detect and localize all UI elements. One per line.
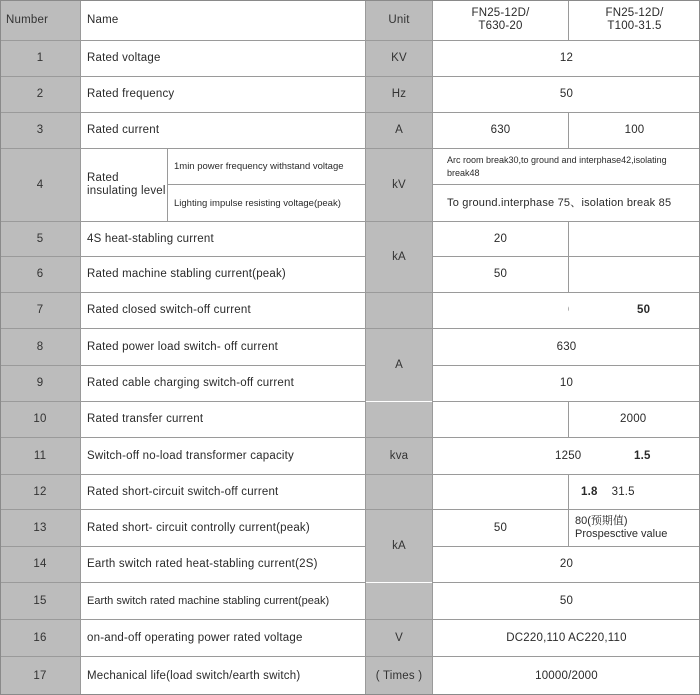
row-value: To ground.interphase 75、isolation break 85 [433, 185, 700, 221]
row-value: DC220,110 AC220,110 [433, 620, 700, 656]
grid-line [432, 0, 433, 695]
row-value-1 [433, 293, 568, 328]
row-unit-empty [366, 402, 432, 437]
grid-line [0, 112, 700, 113]
row-value: 12 [433, 41, 700, 76]
header-name: Name [81, 0, 365, 40]
grid-line [0, 546, 366, 547]
grid-line [568, 0, 569, 41]
row-name: Earth switch rated machine stabling current(peak) [81, 583, 365, 619]
row-name: Rated power load switch- off current [81, 329, 365, 365]
row-value-2-empty [569, 257, 700, 292]
row-subname: Lighting impulse resisting voltage(peak) [168, 185, 365, 221]
row-value-2: 1.5 [634, 449, 651, 462]
row-value-2 [569, 475, 700, 509]
row-unit: Hz [366, 77, 432, 112]
row-number: 16 [0, 620, 80, 656]
row-number: 3 [0, 113, 80, 148]
row-number: 4 [0, 149, 80, 221]
row-value-1: 630 [433, 113, 568, 148]
row-value: 50 [433, 583, 700, 619]
row-unit: KV [366, 41, 432, 76]
row-value-1: 50 [433, 257, 568, 292]
grid-line [0, 437, 700, 438]
row-unit-merged: kA [366, 510, 432, 582]
grid-line [432, 365, 700, 366]
grid-line [0, 619, 700, 620]
row-value-1: 20 [433, 222, 568, 256]
row-value: Arc room break30,to ground and interphase42,isolating break48 [433, 149, 700, 184]
row-number: 13 [0, 510, 80, 546]
grid-line [568, 402, 569, 437]
grid-line [0, 221, 700, 222]
row-number: 6 [0, 257, 80, 292]
row-value-1: 50 [433, 510, 568, 546]
grid-line [568, 475, 569, 546]
row-number: 5 [0, 222, 80, 256]
grid-line [0, 474, 700, 475]
header-model-2: FN25-12D/ T100-31.5 [569, 0, 700, 40]
row-value: 630 [433, 329, 700, 365]
grid-line [0, 328, 700, 329]
row-subname: 1min power frequency withstand voltage [168, 149, 365, 184]
row-unit-empty [366, 583, 432, 619]
header-number: Number [0, 0, 80, 40]
row-unit: A [366, 113, 432, 148]
row-number: 17 [0, 657, 80, 695]
row-name: Rated machine stabling current(peak) [81, 257, 365, 292]
grid-line [0, 148, 700, 149]
row-value-2: 2000 [569, 402, 700, 437]
row-name: Rated short- circuit controlly current(peak) [81, 510, 365, 546]
grid-line [432, 401, 700, 402]
row-name: Rated insulating level [81, 149, 167, 221]
grid-line [0, 256, 366, 257]
row-value-1-empty [433, 475, 568, 509]
grid-line [167, 149, 168, 221]
row-name: Rated voltage [81, 41, 365, 76]
row-number: 15 [0, 583, 80, 619]
row-name: Rated closed switch-off current [81, 293, 365, 328]
row-unit-empty [366, 293, 432, 328]
grid-line [0, 292, 700, 293]
row-name: Rated cable charging switch-off current [81, 366, 365, 401]
grid-line [365, 0, 366, 695]
row-name: Earth switch rated heat-stabling current(2S) [81, 547, 365, 582]
grid-line [0, 582, 366, 583]
row-number: 8 [0, 329, 80, 365]
row-name: 4S heat-stabling current [81, 222, 365, 256]
grid-line [0, 365, 366, 366]
row-number: 9 [0, 366, 80, 401]
row-unit-merged: kA [366, 222, 432, 292]
grid-line [568, 113, 569, 149]
row-value-1: 1250 [433, 438, 700, 474]
grid-line [0, 76, 700, 77]
row-name: Rated short-circuit switch-off current [81, 475, 365, 509]
row-value: 20 [433, 547, 700, 582]
row-value-2: 80(预期值) Prospesctive value [569, 510, 700, 546]
value-text: 1.8 [581, 485, 598, 498]
row-unit: kva [366, 438, 432, 474]
grid-line [568, 222, 569, 292]
header-model-1: FN25-12D/ T630-20 [433, 0, 568, 40]
grid-line [433, 184, 700, 185]
row-value-1-empty [433, 402, 568, 437]
row-name: Switch-off no-load transformer capacity [81, 438, 365, 474]
grid-line [0, 656, 700, 657]
row-name: Mechanical life(load switch/earth switch) [81, 657, 365, 695]
row-number: 14 [0, 547, 80, 582]
row-value: 50 [433, 77, 700, 112]
row-number: 11 [0, 438, 80, 474]
grid-line [80, 0, 81, 695]
row-unit: kV [366, 149, 432, 221]
grid-line [0, 40, 700, 41]
row-unit-empty [366, 475, 432, 509]
row-number: 7 [0, 293, 80, 328]
grid-line [432, 256, 700, 257]
grid-line [167, 184, 365, 185]
row-name: Rated frequency [81, 77, 365, 112]
row-value-2: 100 [569, 113, 700, 148]
grid-line [0, 509, 700, 510]
row-value-2: 50 [569, 293, 700, 328]
row-name: Rated transfer current [81, 402, 365, 437]
row-number: 2 [0, 77, 80, 112]
grid-line [0, 401, 366, 402]
value-text: 31.5 [611, 485, 635, 498]
header-unit: Unit [366, 0, 432, 40]
row-unit: ( Times ) [366, 657, 432, 695]
row-value-2-empty [569, 222, 700, 256]
row-number: 12 [0, 475, 80, 509]
grid-line [432, 546, 700, 547]
row-unit: V [366, 620, 432, 656]
row-value: 10000/2000 [433, 657, 700, 695]
row-number: 10 [0, 402, 80, 437]
row-name: Rated current [81, 113, 365, 148]
row-name: on-and-off operating power rated voltage [81, 620, 365, 656]
row-number: 1 [0, 41, 80, 76]
row-value: 10 [433, 366, 700, 401]
row-unit-merged: A [366, 329, 432, 401]
grid-line [432, 582, 700, 583]
